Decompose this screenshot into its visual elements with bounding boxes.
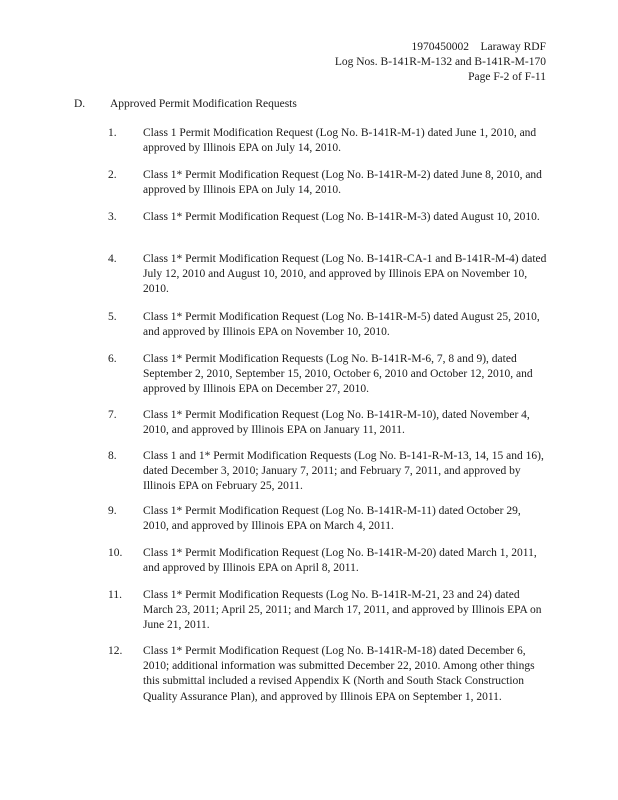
- item-number: 6.: [108, 353, 117, 365]
- section-letter: D.: [74, 98, 86, 110]
- item-text: Class 1* Permit Modification Request (Log No. B-141R-M-18) dated December 6, 2010; additional information was submitted December 22, 2010. Among other things this submittal included a revised Appendix K (North and South Stack Construction Quality Assurance Plan), and approved by Illinois EPA on September 1, 2011.: [143, 645, 535, 703]
- item-text: Class 1* Permit Modification Request (Log No. B-141R-M-2) dated June 8, 2010, and approved by Illinois EPA on July 14, 2010.: [143, 169, 542, 197]
- item-text: Class 1* Permit Modification Request (Log No. B-141R-CA-1 and B-141R-M-4) dated July 12, 2010 and August 10, 2010, and approved by Illinois EPA on November 10, 2010.: [143, 253, 547, 296]
- item-text: Class 1* Permit Modification Request (Log No. B-141R-M-11) dated October 29, 2010, and approved by Illinois EPA on March 4, 2011.: [143, 505, 521, 533]
- section-heading: [74, 97, 297, 112]
- page-header: [335, 40, 546, 85]
- page-number-line: Page F-2 of F-11: [468, 71, 546, 83]
- item-number: 2.: [108, 169, 117, 181]
- item-text: Class 1 and 1* Permit Modification Requests (Log No. B-141-R-M-13, 14, 15 and 16), dated December 3, 2010; January 7, 2011; and February 7, 2011, and approved by Illinois EPA on February 25, 2011.: [143, 450, 544, 493]
- item-text: Class 1* Permit Modification Request (Log No. B-141R-M-5) dated August 25, 2010, and approved by Illinois EPA on November 10, 2010.: [143, 311, 540, 339]
- item-text: Class 1* Permit Modification Requests (Log No. B-141R-M-21, 23 and 24) dated March 23, 2011; April 25, 2011; and March 17, 2011, and approved by Illinois EPA on June 21, 2011.: [143, 589, 542, 632]
- facility-id-line: 1970450002 Laraway RDF: [411, 41, 546, 53]
- item-text: Class 1* Permit Modification Requests (Log No. B-141R-M-6, 7, 8 and 9), dated September 2, 2010, September 15, 2010, October 6, 2010 and October 12, 2010, and approved by Illinois EPA on December 27, 2010.: [143, 353, 533, 396]
- item-text: Class 1* Permit Modification Request (Log No. B-141R-M-10), dated November 4, 2010, and approved by Illinois EPA on January 11, 2011.: [143, 409, 530, 437]
- item-number: 9.: [108, 505, 117, 517]
- item-number: 1.: [108, 127, 117, 139]
- item-number: 7.: [108, 409, 117, 421]
- item-number: 5.: [108, 311, 117, 323]
- item-number: 4.: [108, 253, 117, 265]
- item-text: Class 1* Permit Modification Request (Log No. B-141R-M-3) dated August 10, 2010.: [143, 211, 540, 223]
- item-number: 11.: [108, 589, 122, 601]
- section-title: Approved Permit Modification Requests: [110, 98, 297, 110]
- item-number: 10.: [108, 547, 123, 559]
- item-number: 8.: [108, 450, 117, 462]
- item-text: Class 1* Permit Modification Request (Log No. B-141R-M-20) dated March 1, 2011, and approved by Illinois EPA on April 8, 2011.: [143, 547, 537, 575]
- log-numbers-line: Log Nos. B-141R-M-132 and B-141R-M-170: [334, 56, 546, 68]
- item-number: 3.: [108, 211, 117, 223]
- item-number: 12.: [108, 645, 123, 657]
- item-text: Class 1 Permit Modification Request (Log No. B-141R-M-1) dated June 1, 2010, and approved by Illinois EPA on July 14, 2010.: [143, 127, 537, 155]
